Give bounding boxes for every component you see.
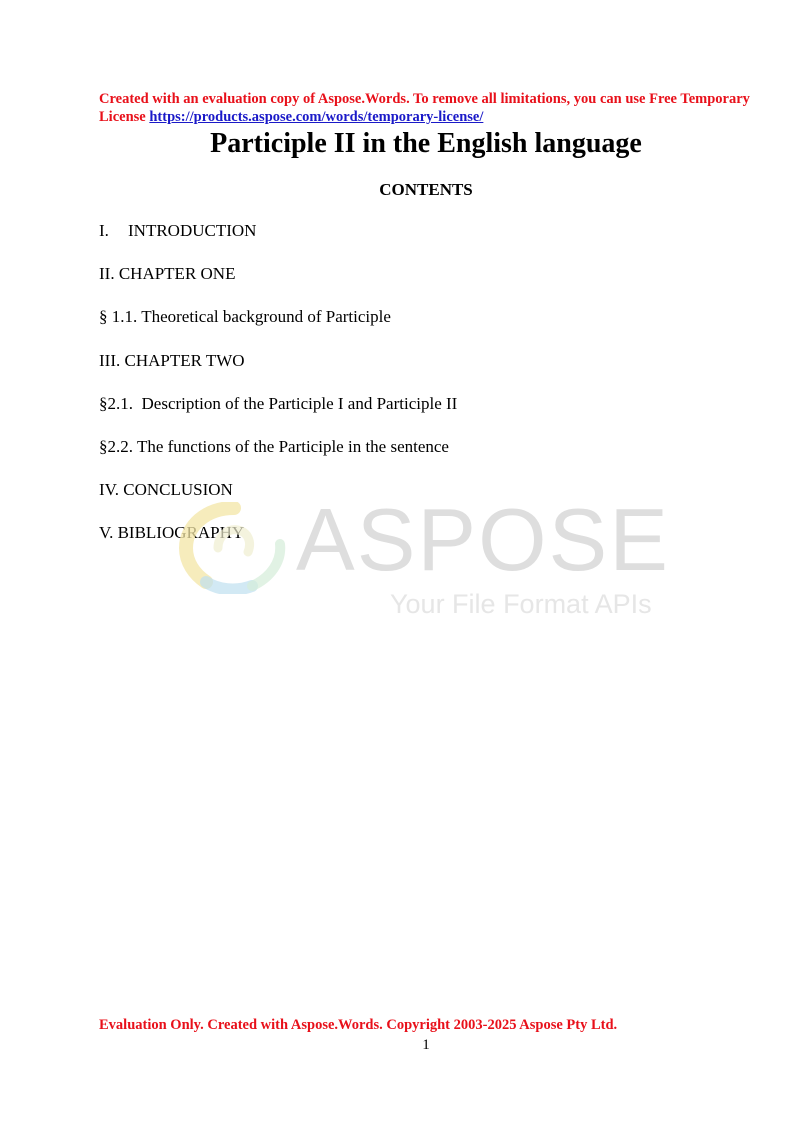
toc-item-section-2-2: §2.2. The functions of the Participle in the sentence [99, 436, 449, 456]
evaluation-notice-text: Created with an evaluation copy of Aspose.Words. To remove all limitations, you can use Free Temporary License [99, 91, 750, 125]
contents-heading: CONTENTS [379, 180, 473, 199]
document-title: Participle II in the English language [210, 128, 642, 159]
page-number: 1 [422, 1037, 430, 1053]
toc-item-section-1-1: § 1.1. Theoretical background of Participle [99, 307, 391, 327]
watermark-brand: ASPOSE [296, 490, 670, 589]
toc-item-chapter-one: II. CHAPTER ONE [99, 264, 236, 284]
toc-item-bibliography: V. BIBLIOGRAPHY [99, 523, 245, 543]
toc-item-conclusion: IV. CONCLUSION [99, 480, 233, 500]
temporary-license-link[interactable]: https://products.aspose.com/words/temporary-license/ [149, 109, 484, 125]
table-of-contents [99, 220, 457, 566]
evaluation-footer: Evaluation Only. Created with Aspose.Words. Copyright 2003-2025 Aspose Pty Ltd. [99, 1017, 618, 1033]
toc-item-introduction [99, 220, 457, 263]
toc-item-section-2-1: §2.1. Description of the Participle I and Participle II [99, 393, 458, 413]
evaluation-notice [99, 90, 759, 126]
toc-item-chapter-two: III. CHAPTER TWO [99, 350, 245, 370]
watermark-tagline: Your File Format APIs [390, 589, 652, 619]
toc-item-label: INTRODUCTION [128, 221, 257, 240]
toc-item-number: I. [99, 221, 109, 240]
